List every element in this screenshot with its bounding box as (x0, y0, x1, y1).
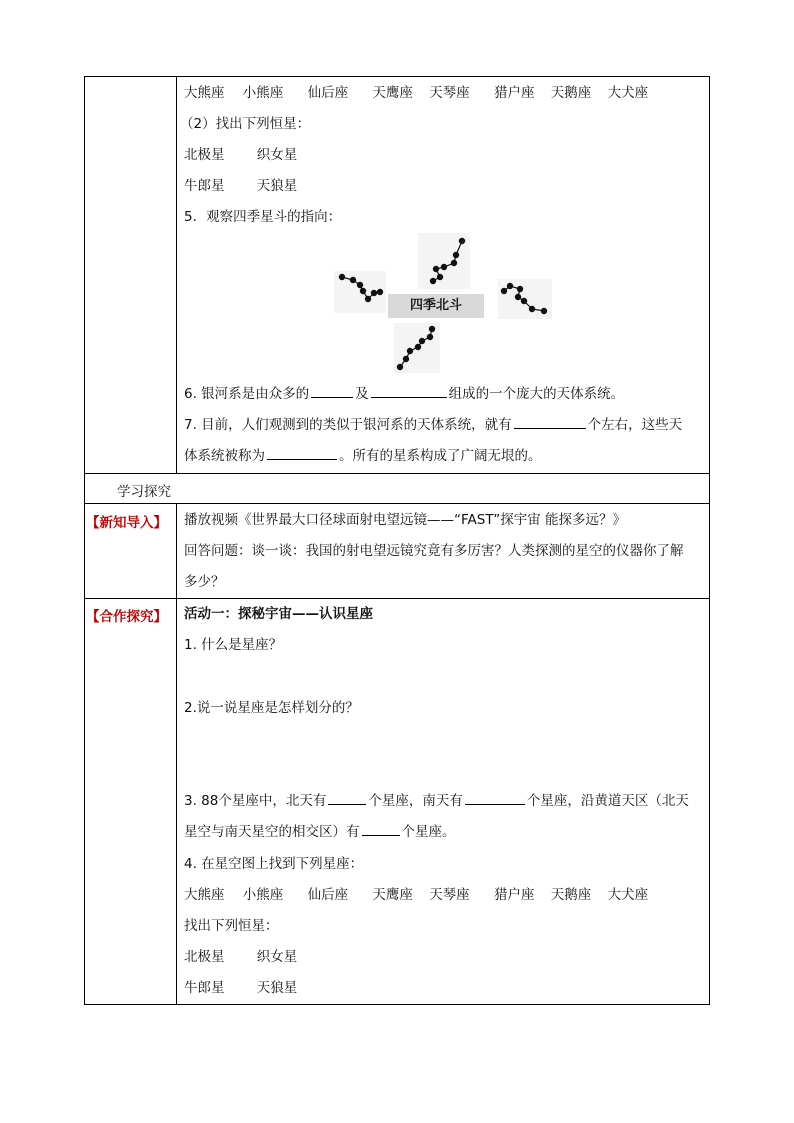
constellation-name: 天鹰座 (372, 85, 413, 101)
constellation-name: 猎户座 (493, 85, 535, 101)
star-name: 北极星 (184, 949, 225, 965)
star-name: 织女星 (256, 147, 298, 163)
question-text: 3. 88个星座中，北天有 (184, 793, 327, 809)
answer-blank[interactable] (267, 447, 337, 460)
constellation-name: 天琴座 (429, 85, 470, 101)
star-list (184, 146, 297, 164)
constellation-name: 仙后座 (307, 85, 349, 101)
answer-blank[interactable] (514, 416, 586, 429)
table-top-border (84, 76, 710, 77)
question-text: 个星座，南天有 (368, 793, 463, 809)
figure-label: 四季北斗 (388, 294, 484, 318)
new-intro-tag: 【新知导入】 (86, 515, 167, 531)
answer-blank[interactable] (371, 385, 447, 398)
star-name: 牛郎星 (184, 178, 225, 194)
column-divider (176, 76, 177, 474)
table-bottom-border (84, 1004, 710, 1005)
question-text: 组成的一个庞大的天体系统。 (448, 386, 625, 402)
constellation-name: 天鹰座 (372, 887, 413, 903)
table-right-border (709, 76, 710, 1005)
question-text: 及 (355, 386, 369, 402)
star-name: 北极星 (184, 147, 225, 163)
question-text: 。所有的星系构成了广阔无垠的。 (339, 448, 542, 464)
star-name: 天狼星 (256, 980, 298, 996)
row-divider (84, 598, 710, 599)
cooperate-tag: 【合作探究】 (86, 609, 167, 625)
answer-blank[interactable] (328, 792, 366, 805)
find-stars-label: 找出下列恒星： (184, 918, 279, 934)
star-list (184, 979, 297, 997)
question-text: 个左右，这些天 (587, 417, 683, 433)
constellation-name: 天鹅座 (550, 887, 592, 903)
question-text: 6. 银河系是由众多的 (184, 386, 310, 402)
question-4: 4. 在星空图上找到下列星座： (184, 856, 364, 872)
question-text: 7. 目前，人们观测到的类似于银河系的天体系统，就有 (184, 417, 512, 433)
constellation-name: 天鹅座 (550, 85, 592, 101)
constellation-list (184, 886, 648, 904)
section-title-study: 学习探究 (117, 484, 171, 500)
new-intro-line: 播放视频《世界最大口径球面射电望远镜——“FAST”探宇宙 能探多远？》 (184, 512, 627, 528)
big-dipper-figure (334, 233, 552, 375)
question-text: 体系统被称为 (184, 448, 265, 464)
constellation-name: 小熊座 (242, 887, 284, 903)
constellation-name: 小熊座 (242, 85, 284, 101)
column-divider (176, 503, 177, 1005)
star-list (184, 948, 297, 966)
answer-blank[interactable] (311, 385, 353, 398)
star-list (184, 177, 297, 195)
question-7 (184, 416, 682, 434)
question-1: 1. 什么是星座？ (184, 637, 283, 653)
table-left-border (84, 76, 85, 1005)
new-intro-line: 多少？ (184, 574, 225, 590)
star-name: 牛郎星 (184, 980, 225, 996)
question-5: 5．观察四季星斗的指向： (184, 209, 342, 225)
question-6 (184, 385, 624, 403)
find-stars-label: （2）找出下列恒星： (180, 116, 311, 132)
constellation-name: 天琴座 (429, 887, 470, 903)
question-text: 个星座，沿黄道天区（北天 (526, 793, 689, 809)
activity-title: 活动一：探秘宇宙——认识星座 (184, 606, 373, 622)
answer-blank[interactable] (465, 792, 525, 805)
constellation-name: 大熊座 (184, 85, 225, 101)
question-3-cont (184, 823, 456, 841)
question-2: 2.说一说星座是怎样划分的？ (184, 700, 359, 716)
question-7-cont (184, 447, 542, 465)
constellation-list (184, 84, 648, 102)
constellation-name: 猎户座 (493, 887, 535, 903)
constellation-name: 大熊座 (184, 887, 225, 903)
question-text: 星空与南天星空的相交区）有 (184, 824, 360, 840)
answer-blank[interactable] (362, 823, 400, 836)
new-intro-line: 回答问题：谈一谈：我国的射电望远镜究竟有多厉害？人类探测的星空的仪器你了解 (184, 543, 684, 559)
star-name: 织女星 (256, 949, 298, 965)
big-dipper-constellation-icon (334, 233, 552, 375)
constellation-name: 仙后座 (307, 887, 349, 903)
star-name: 天狼星 (256, 178, 298, 194)
question-text: 个星座。 (401, 824, 456, 840)
constellation-name: 大犬座 (607, 85, 649, 101)
row-divider (84, 503, 710, 504)
row-divider (84, 473, 710, 474)
question-3 (184, 792, 689, 810)
constellation-name: 大犬座 (607, 887, 649, 903)
